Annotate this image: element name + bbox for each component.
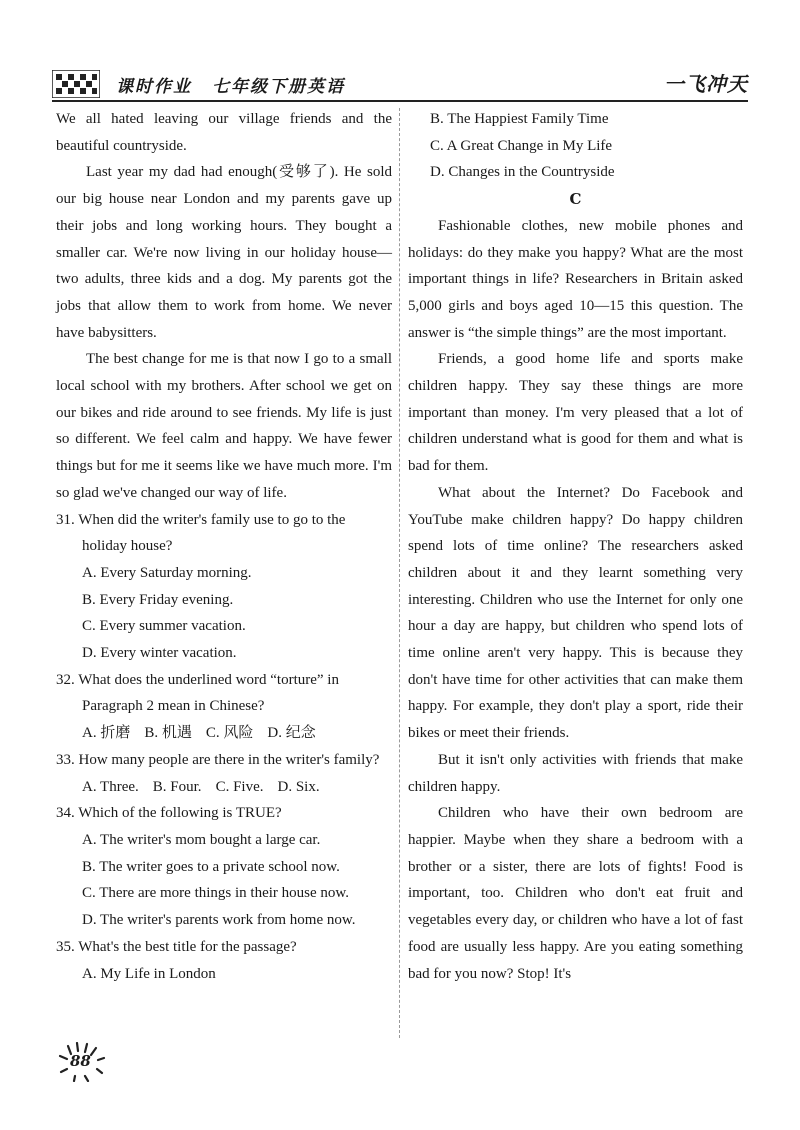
passage-paragraph: Children who have their own bedroom are happier. Maybe when they share a bedroom with a brother or a sister, there are lots of fights! Food is important, too. Children who don't eat fruit and vegetables every day, or children who have a lot of fast food are usually less happy. Are you eating something bad for you now? Stop! It's xyxy=(408,805,743,982)
page-header xyxy=(52,66,748,100)
checker-logo-icon xyxy=(52,70,100,98)
option: C. Five. xyxy=(215,778,264,795)
option-row xyxy=(56,774,392,801)
option: C. There are more things in their house now. xyxy=(82,885,350,902)
question-34: 34. Which of the following is TRUE? xyxy=(56,805,282,822)
passage-paragraph: We all hated leaving our village friends and the beautiful countryside. xyxy=(56,111,392,154)
option: C. Every summer vacation. xyxy=(82,618,246,635)
passage-paragraph: But it isn't only activities with friends that make children happy. xyxy=(408,751,743,795)
option: A. My Life in London xyxy=(82,965,216,982)
option: D. The writer's parents work from home now. xyxy=(82,912,356,929)
question-31: 31. When did the writer's family use to go to the holiday house? xyxy=(56,511,346,555)
option: A. 折磨 xyxy=(82,725,131,742)
header-title xyxy=(116,72,345,97)
passage-paragraph: Friends, a good home life and sports make children happy. They say these things are more important than money. I'm very pleased that a lot of children understand what is good for them and what is bad for them. xyxy=(408,351,743,475)
option: D. Changes in the Countryside xyxy=(430,164,615,181)
page-number: 88 xyxy=(70,1052,91,1070)
option: B. The writer goes to a private school now. xyxy=(82,858,340,875)
question-33: 33. How many people are there in the writer's family? xyxy=(56,751,380,768)
question-32: 32. What does the underlined word “torture” in Paragraph 2 mean in Chinese? xyxy=(56,671,339,715)
page-number-badge xyxy=(58,1042,108,1082)
header-rule xyxy=(52,100,748,102)
question-35: 35. What's the best title for the passage? xyxy=(56,938,297,955)
passage-paragraph: Fashionable clothes, new mobile phones and holidays: do they make you happy? What are the most important things in life? Researchers in Britain asked 5,000 girls and boys aged 10—15 this question. The answer is “the simple things” are the most important. xyxy=(408,217,743,341)
option: A. Three. xyxy=(82,778,139,795)
option-row xyxy=(56,720,392,747)
right-column xyxy=(408,106,743,987)
series-name: 课时作业 xyxy=(116,77,192,97)
passage-paragraph: Last year my dad had enough(受够了). He sold our big house near London and my parents gave up their jobs and long working hours. They bought a smaller car. We're now living in our holiday house—two adults, three kids and a dog. My parents got the jobs that allow them to work from home. We never have babysitters. xyxy=(56,164,392,341)
grade-subject: 七年级下册英语 xyxy=(212,77,345,97)
section-heading: C xyxy=(569,190,582,209)
option: C. 风险 xyxy=(205,725,254,742)
option: D. 纪念 xyxy=(267,725,316,742)
option: A. The writer's mom bought a large car. xyxy=(82,831,321,848)
option: B. Every Friday evening. xyxy=(82,591,234,608)
option: D. Every winter vacation. xyxy=(82,645,237,662)
option: B. Four. xyxy=(152,778,202,795)
option: B. The Happiest Family Time xyxy=(430,111,609,127)
passage-paragraph: What about the Internet? Do Facebook and YouTube make children happy? Do happy children spend lots of time online? The researchers asked children about it and they learnt something very interesting. Children who use the Internet for only one hour a day are happy, but children who spend lots of time online aren't very happy. This is because they don't have time for other activities that can make them happy. For example, they don't play a sport, ride their bikes or meet their friends. xyxy=(408,484,743,742)
option: B. 机遇 xyxy=(144,725,192,742)
option: C. A Great Change in My Life xyxy=(430,137,613,154)
option: A. Every Saturday morning. xyxy=(82,564,252,581)
brand-text: 一飞冲天 xyxy=(664,72,748,96)
column-divider xyxy=(399,108,400,1038)
left-column xyxy=(56,106,392,987)
option: D. Six. xyxy=(277,778,320,795)
passage-paragraph: The best change for me is that now I go to a small local school with my brothers. After school we get on our bikes and ride around to see friends. My life is just so different. We feel calm and happy. We have fewer things but for me it seems like we have much more. I'm so glad we've changed our way of life. xyxy=(56,351,392,501)
